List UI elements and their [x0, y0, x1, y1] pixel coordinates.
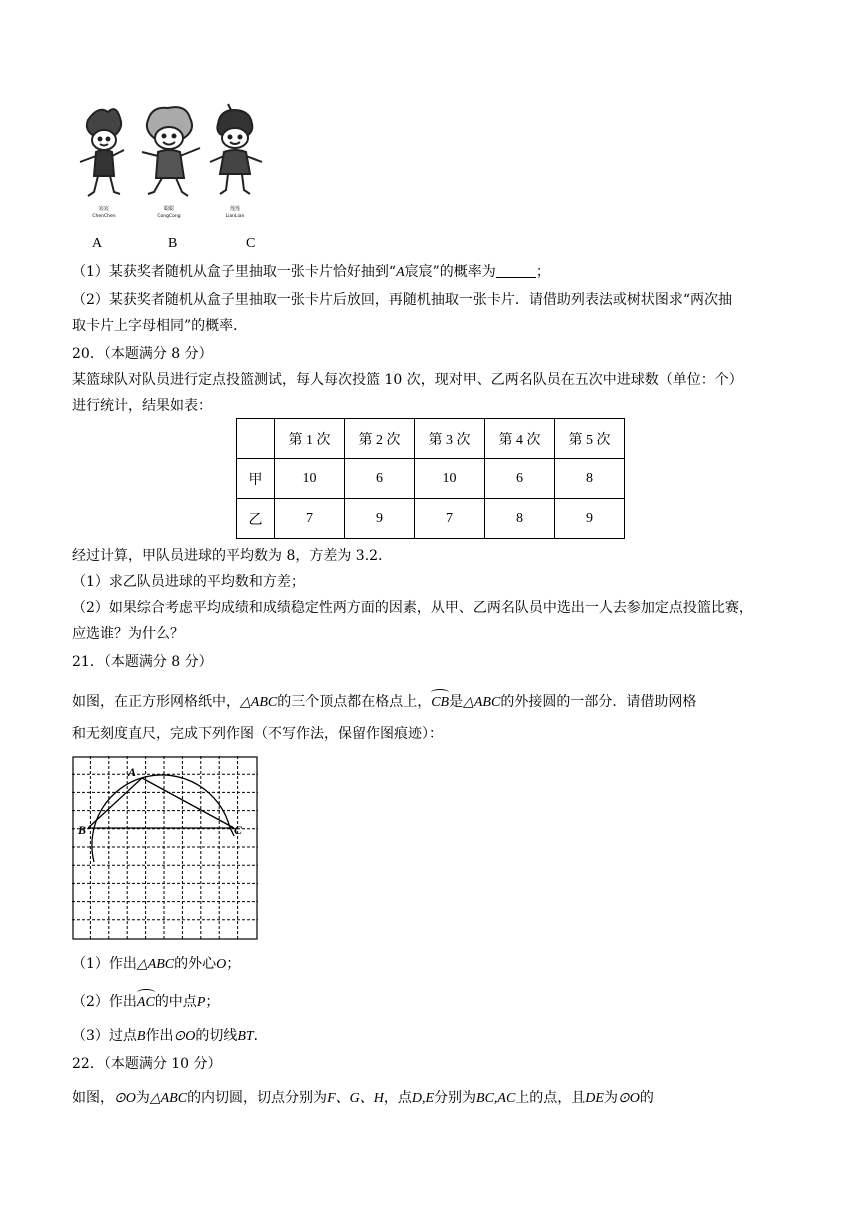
- q20-stem-line1: 某篮球队对队员进行定点投篮测试，每人每次投篮 10 次，现对甲、乙两名队员在五次中进球数（单位：个）: [72, 372, 743, 388]
- mascot-a-caption: 宸宸: [98, 206, 110, 212]
- q20-after: 经过计算，甲队员进球的平均数为 8，方差为 3.2．: [72, 548, 393, 564]
- mascot-c-caption: 莲莲: [229, 206, 241, 212]
- grid-label-b: B: [78, 823, 87, 837]
- q21-stem-line2: 和无刻度直尺，完成下列作图（不写作法，保留作图痕迹）：: [72, 726, 443, 742]
- table-header-cell: 第 1 次: [275, 419, 345, 459]
- table-row-name: 甲: [237, 459, 275, 499]
- q22-heading: 22．（本题满分 10 分）: [72, 1056, 222, 1072]
- arc-ac: AC: [137, 993, 155, 1013]
- mascot-b-figure: [142, 107, 200, 196]
- table-cell: 10: [275, 459, 345, 499]
- grid-label-a: A: [128, 765, 137, 779]
- mascot-label-a: A: [92, 236, 103, 251]
- q19-part1: （1）某获奖者随机从盒子里抽取一张卡片恰好抽到“A宸宸”的概率为 ；: [72, 264, 550, 280]
- table-row-name: 乙: [237, 499, 275, 539]
- segment-ac: [142, 778, 234, 828]
- table-header-cell: 第 5 次: [555, 419, 625, 459]
- shooting-table: [236, 418, 625, 539]
- segment-ab: [88, 778, 142, 828]
- table-header-cell: [237, 419, 275, 459]
- q21-part3: （3）过点B作出⊙O的切线BT．: [72, 1028, 268, 1044]
- mascot-c-caption-en: LianLian: [225, 214, 245, 219]
- q22-stem-line1: 如图，⊙O为△ABC的内切圆，切点分别为F、G、H，点D,E分别为BC,AC上的点，且DE为⊙O的: [72, 1090, 654, 1106]
- grid-figure: [72, 756, 258, 940]
- answer-blank[interactable]: [496, 263, 536, 278]
- mascot-illustration: [68, 100, 288, 220]
- q21-heading: 21．（本题满分 8 分）: [72, 654, 213, 670]
- table-header-cell: 第 4 次: [485, 419, 555, 459]
- q19-part2-line1: （2）某获奖者随机从盒子里抽取一张卡片后放回，再随机抽取一张卡片．请借助列表法或树状图求“两次抽: [72, 292, 733, 308]
- table-cell: 8: [485, 499, 555, 539]
- mascot-a-figure: [80, 109, 124, 196]
- table-header-cell: 第 2 次: [345, 419, 415, 459]
- q20-part1: （1）求乙队员进球的平均数和方差；: [72, 574, 305, 590]
- q20-stem-line2: 进行统计，结果如表：: [72, 398, 212, 414]
- table-cell: 8: [555, 459, 625, 499]
- grid-label-c: C: [234, 823, 243, 837]
- q19-part2-line2: 取卡片上字母相同”的概率．: [72, 318, 248, 334]
- arc-cb: CB: [431, 693, 449, 713]
- mascot-b-caption: 聪聪: [163, 206, 175, 212]
- mascot-a-caption-en: ChenChen: [92, 214, 116, 219]
- table-cell: 6: [345, 459, 415, 499]
- table-cell: 10: [415, 459, 485, 499]
- table-cell: 9: [555, 499, 625, 539]
- table-cell: 9: [345, 499, 415, 539]
- mascot-label-b: B: [168, 236, 178, 251]
- table-header-cell: 第 3 次: [415, 419, 485, 459]
- q20-part2-line1: （2）如果综合考虑平均成绩和成绩稳定性两方面的因素，从甲、乙两名队员中选出一人去参加定点投篮比赛，: [72, 600, 753, 616]
- table-header-row: [237, 419, 625, 459]
- q20-heading: 20．（本题满分 8 分）: [72, 346, 213, 362]
- q21-part2: （2）作出AC的中点P；: [72, 992, 219, 1013]
- table-row: [237, 499, 625, 539]
- circumcircle-arc: [92, 775, 234, 862]
- table-cell: 7: [415, 499, 485, 539]
- q20-part2-line2: 应选谁？为什么？: [72, 626, 184, 642]
- mascot-b-caption-en: CongCong: [157, 214, 181, 219]
- q21-part1: （1）作出△ABC的外心O；: [72, 956, 241, 972]
- table-row: [237, 459, 625, 499]
- q21-stem-line1: 如图，在正方形网格纸中，△ABC的三个顶点都在格点上，CB是△ABC的外接圆的一部分．请借助网格: [72, 692, 696, 713]
- table-cell: 6: [485, 459, 555, 499]
- mascot-label-c: C: [246, 236, 256, 251]
- table-cell: 7: [275, 499, 345, 539]
- mascot-c-figure: [210, 104, 262, 194]
